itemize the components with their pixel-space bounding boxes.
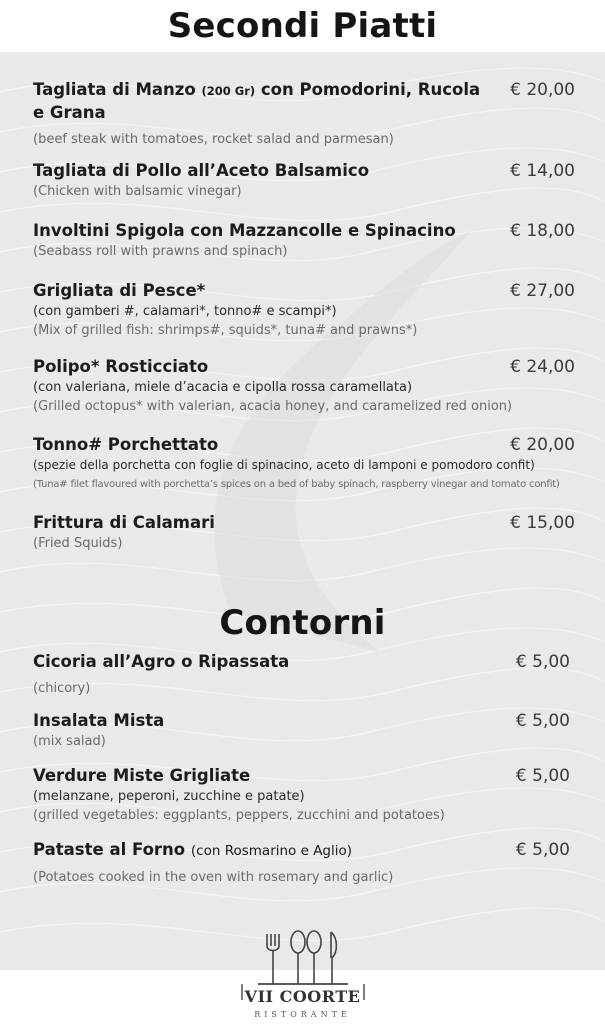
dish-name: Tonno# Porchettato [33,435,219,454]
restaurant-name: VII COORTE [244,987,361,1006]
dish-price: € 15,00 [510,513,575,533]
dish-description: (melanzane, peperoni, zucchine e patate) [33,789,305,804]
dish-translation: (grilled vegetables: eggplants, peppers, zucchini and potatoes) [33,808,445,823]
dish-name: Involtini Spigola con Mazzancolle e Spinacino [33,221,456,240]
dish-price: € 18,00 [510,221,575,241]
dish-price: € 20,00 [510,435,575,455]
dish-price: € 5,00 [515,766,570,786]
dish-translation: (Mix of grilled fish: shrimps#, squids*, tuna# and prawns*) [33,323,418,338]
menu-item [33,765,578,825]
section-title-secondi: Secondi Piatti [167,6,438,46]
menu-item [33,710,578,751]
dish-price: € 24,00 [510,357,575,377]
dish-price: € 5,00 [515,652,570,672]
dish-price: € 14,00 [510,161,575,181]
dish-translation: (Fried Squids) [33,536,123,551]
menu-item [33,280,578,340]
dish-name: Frittura di Calamari [33,513,215,532]
menu-item [33,79,578,149]
dish-price: € 5,00 [515,711,570,731]
dish-name: Pataste al Forno (con Rosmarino e Aglio) [33,840,353,859]
dish-name: Tagliata di Pollo all’Aceto Balsamico [33,161,370,180]
menu-item [33,512,578,553]
menu-item [33,651,578,698]
dish-name: Verdure Miste Grigliate [33,766,251,785]
menu-item [33,160,578,201]
dish-description: (con gamberi #, calamari*, tonno# e scampi*) [33,304,337,319]
dish-description: (spezie della porchetta con foglie di spinacino, aceto di lamponi e pomodoro confit) [33,458,535,472]
dish-translation: (Seabass roll with prawns and spinach) [33,244,288,259]
dish-translation: (chicory) [33,681,91,696]
dish-name: Tagliata di Manzo (200 Gr) con Pomodorini, Rucola e Grana [33,80,481,122]
restaurant-subtitle: RISTORANTE [254,1010,351,1019]
dish-translation: (Grilled octopus* with valerian, acacia honey, and caramelized red onion) [33,399,513,414]
dish-name: Grigliata di Pesce* [33,281,206,300]
menu-item [33,839,578,887]
dish-translation: (Tuna# filet flavoured with porchetta’s spices on a bed of baby spinach, raspberry vinegar and tomato confit) [33,479,560,490]
menu-item [33,434,578,494]
section-title-contorni: Contorni [219,603,386,643]
menu-item [33,220,578,261]
dish-name: Polipo* Rosticciato [33,357,209,376]
dish-name: Insalata Mista [33,711,165,730]
dish-price: € 20,00 [510,80,575,100]
dish-price: € 5,00 [515,840,570,860]
dish-translation: (Chicken with balsamic vinegar) [33,184,242,199]
dish-description: (con valeriana, miele d’acacia e cipolla rossa caramellata) [33,380,413,395]
dish-name: Cicoria all’Agro o Ripassata [33,652,290,671]
dish-price: € 27,00 [510,281,575,301]
dish-translation: (beef steak with tomatoes, rocket salad and parmesan) [33,132,394,147]
dish-translation: (Potatoes cooked in the oven with rosemary and garlic) [33,870,394,885]
dish-translation: (mix salad) [33,734,106,749]
menu-item [33,356,578,416]
